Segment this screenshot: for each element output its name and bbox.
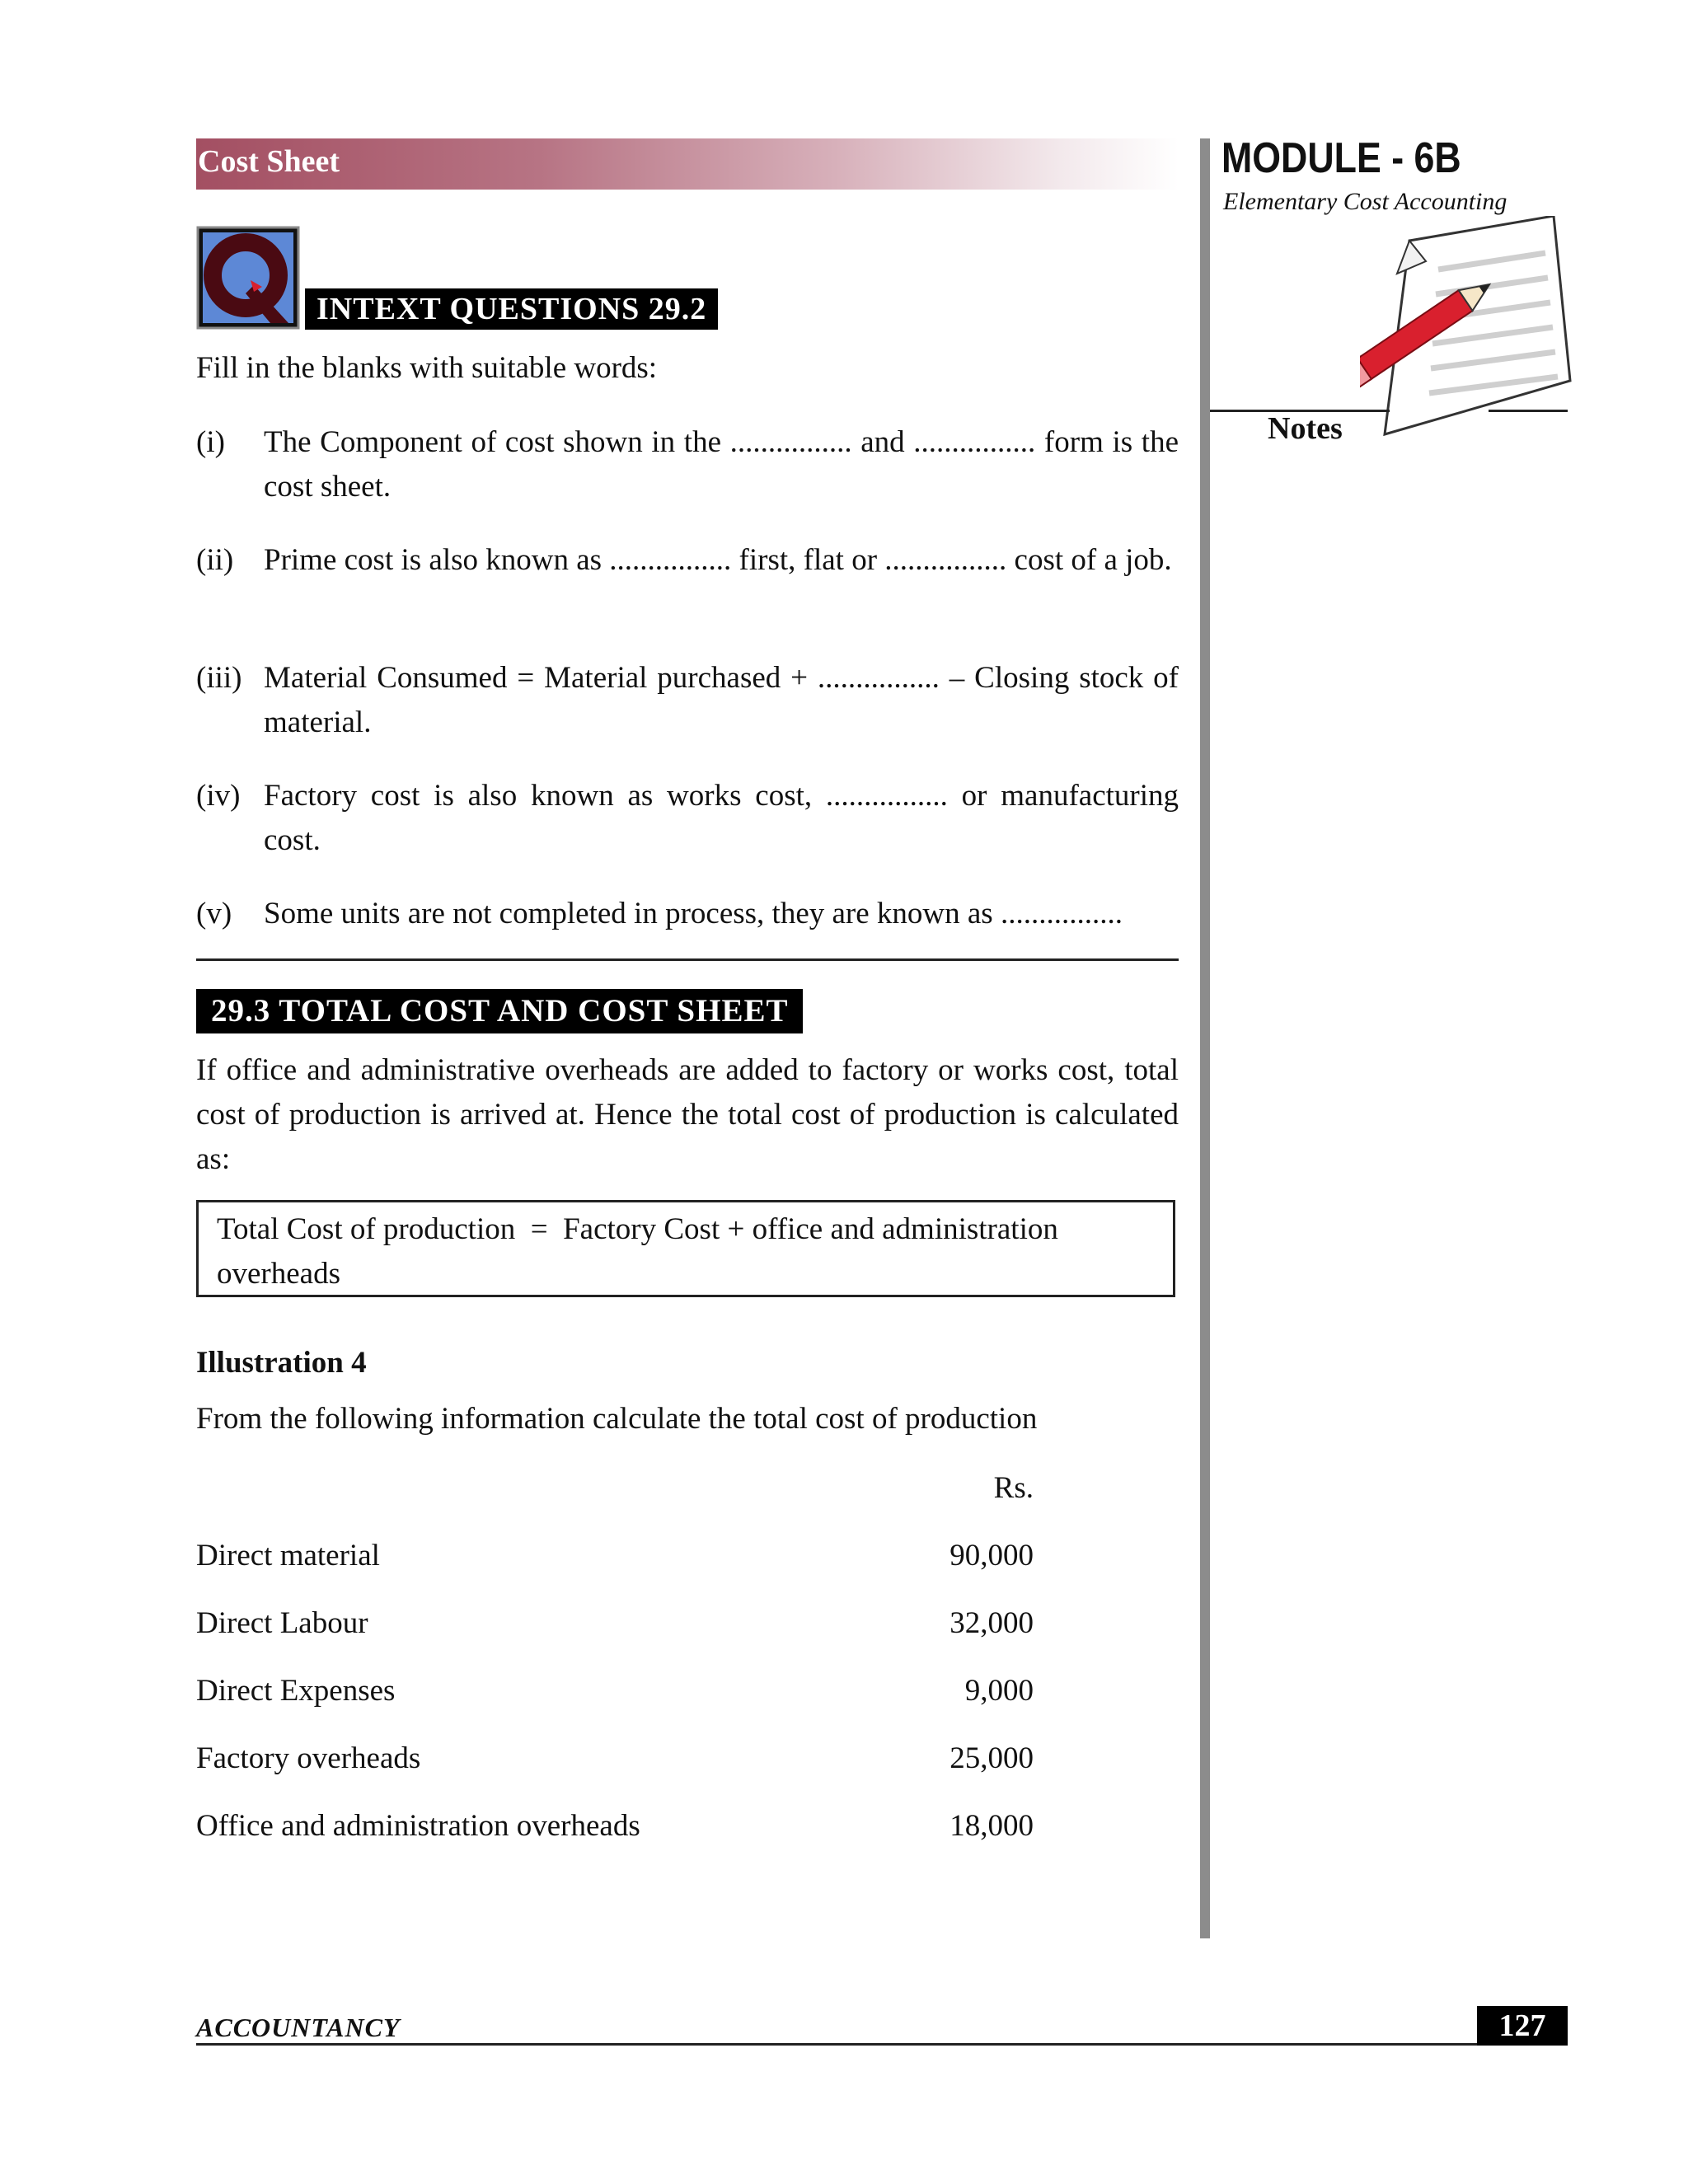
- question-number: (iii): [196, 661, 242, 695]
- intext-intro: Fill in the blanks with suitable words:: [196, 351, 658, 385]
- question-number: (iv): [196, 779, 241, 813]
- chapter-label: Cost Sheet: [198, 144, 340, 179]
- question-text: Material Consumed = Material purchased + ................ – Closing stock of material.: [264, 661, 1179, 739]
- question-q-icon: [196, 226, 300, 330]
- illustration-description: From the following information calculate the total cost of production: [196, 1402, 1038, 1436]
- cost-row-label: Direct Labour: [196, 1606, 368, 1640]
- cost-row-value: 32,000: [950, 1606, 1034, 1640]
- footer-subject: ACCOUNTANCY: [196, 2013, 401, 2042]
- question-text: The Component of cost shown in the ................ and ................ form is the cost sheet.: [264, 425, 1179, 504]
- question-number: (i): [196, 425, 225, 459]
- sidebar-divider: [1200, 138, 1210, 1938]
- formula-box: [196, 1200, 1175, 1297]
- section-divider: [196, 958, 1179, 961]
- intext-questions-badge: INTEXT QUESTIONS 29.2: [305, 288, 718, 330]
- cost-row-value: 25,000: [950, 1741, 1034, 1775]
- cost-row-label: Direct Expenses: [196, 1674, 396, 1708]
- question-item: [196, 656, 1179, 745]
- cost-row-label: Factory overheads: [196, 1741, 421, 1775]
- notes-pencil-icon: [1360, 216, 1574, 438]
- cost-row-value: 90,000: [950, 1539, 1034, 1572]
- notes-label: Notes: [1268, 411, 1343, 446]
- module-subtitle: Elementary Cost Accounting: [1223, 188, 1507, 215]
- section-paragraph: If office and administrative overheads are added to factory or works cost, total cost of production is arrived at. Hence the total cost of production is calculated as:: [196, 1053, 1179, 1176]
- question-item: [196, 892, 1179, 936]
- chapter-header-band: [196, 138, 1179, 190]
- page-number: 127: [1477, 2006, 1568, 2046]
- question-text: Factory cost is also known as works cost, ................ or manufacturing cost.: [264, 779, 1179, 857]
- notes-rule-right: [1489, 410, 1568, 412]
- section-heading: 29.3 TOTAL COST AND COST SHEET: [196, 989, 803, 1033]
- question-text: Prime cost is also known as ................ first, flat or ................ cost of a job.: [264, 543, 1172, 577]
- question-text: Some units are not completed in process, they are known as ................: [264, 897, 1123, 930]
- question-item: [196, 420, 1179, 509]
- cost-row-value: 9,000: [964, 1674, 1034, 1708]
- question-number: (ii): [196, 543, 234, 577]
- question-item: [196, 774, 1179, 863]
- cost-row-label: Direct material: [196, 1539, 380, 1572]
- footer-rule: [196, 2043, 1568, 2046]
- question-item: [196, 538, 1179, 583]
- currency-header: Rs.: [993, 1471, 1034, 1505]
- cost-row-value: 18,000: [950, 1809, 1034, 1843]
- formula-text: Total Cost of production = Factory Cost + office and administration overheads: [217, 1212, 1067, 1291]
- illustration-title: Illustration 4: [196, 1346, 367, 1380]
- question-number: (v): [196, 897, 232, 930]
- cost-row-label: Office and administration overheads: [196, 1809, 640, 1843]
- module-title: MODULE - 6B: [1221, 134, 1461, 182]
